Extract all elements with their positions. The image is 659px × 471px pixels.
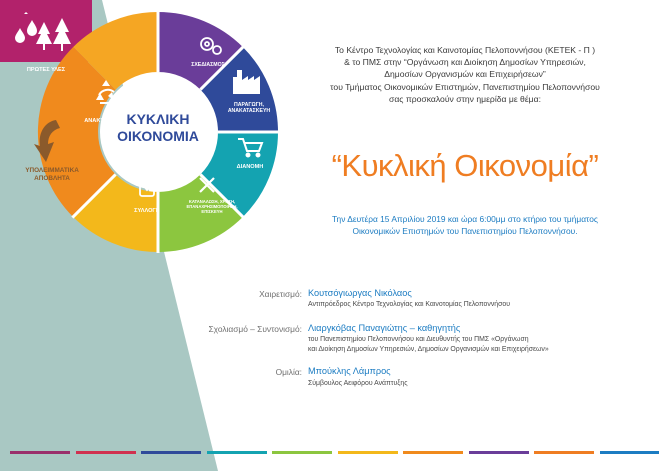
footer-color-bar: [534, 451, 594, 454]
recycling-label: ΑΝΑΚΥΚΛΩΣΗ: [84, 118, 124, 124]
location-line: Οικονομικών Επιστημών του Πανεπιστημίου Πελοποννήσου.: [352, 226, 578, 237]
footer-color-bar: [76, 451, 136, 454]
footer-color-bar: [469, 451, 529, 454]
intro-line: & το ΠΜΣ στην “Οργάνωση και Διοίκηση Δημοσίων Υπηρεσιών,: [344, 57, 586, 68]
collection-label: ΣΥΛΛΟΓΗ: [134, 208, 160, 214]
program-role: Σχολιασμό – Συντονισμό:: [208, 324, 302, 334]
footer-color-bar: [207, 451, 267, 454]
program-role: Χαιρετισμό:: [259, 289, 302, 299]
intro-line: του Τμήματος Οικονομικών Επιστημών, Πανεπιστημίου Πελοποννήσου: [330, 81, 600, 92]
speaker-name: Μπούκλης Λάμπρος: [308, 366, 391, 376]
production-label-line1: ΠΑΡΑΓΩΓΗ,: [234, 102, 264, 108]
invitation-intro: [300, 44, 630, 105]
consumption-label-line3: ΕΠΙΣΚΕΥΗ: [201, 209, 223, 214]
speaker-name: Λιαργκόβας Παναγιώτης – καθηγητής: [308, 323, 461, 333]
footer-color-bar: [403, 451, 463, 454]
footer-color-bar: [272, 451, 332, 454]
intro-line: Το Κέντρο Τεχνολογίας και Καινοτομίας Πελοποννήσου (ΚΕΤΕΚ - Π ): [334, 45, 596, 55]
speaker-description: Αντιπρόεδρος Κέντρο Τεχνολογίας και Καινοτομίας Πελοποννήσου: [308, 301, 510, 308]
event-date-location: [300, 213, 630, 237]
center-title-line1: ΚΥΚΛΙΚΗ: [126, 111, 190, 127]
consumption-label-line1: ΚΑΤΑΝΑΛΩΣΗ, ΧΡΗΣΗ,: [188, 199, 236, 204]
program-role: Ομιλία:: [275, 367, 302, 377]
production-label-line2: ΑΝΑΚΑΤΑΣΚΕΥΗ: [227, 108, 271, 114]
footer-color-bar: [141, 451, 201, 454]
raw-materials-label: ΠΡΩΤΕΣ ΥΛΕΣ: [26, 67, 66, 73]
design-label: ΣΧΕΔΙΑΣΜΟΣ: [191, 62, 225, 68]
date-line: Την Δευτέρα 15 Απριλίου 2019 και ώρα 6:00μμ στο κτήριο του τμήματος: [332, 214, 598, 224]
footer-color-bar: [10, 451, 70, 454]
distribution-label: ΔΙΑΝΟΜΗ: [236, 164, 264, 170]
footer-color-bar: [338, 451, 398, 454]
consumption-label-line2: ΕΠΑΝΑΧΡΗΣΙΜΟΠΟΙΗΣΗ,: [186, 204, 238, 209]
speaker-description: Σύμβουλος Αειφόρου Ανάπτυξης: [308, 380, 408, 387]
speaker-description: του Πανεπιστημίου Πελοποννήσου και Διευθυντής του ΠΜΣ «Οργάνωση: [308, 336, 529, 343]
center-title-line2: ΟΙΚΟΝΟΜΙΑ: [117, 128, 199, 144]
residual-waste-label-line2: ΑΠΟΒΛΗΤΑ: [34, 175, 70, 182]
event-title: “Κυκλική Οικονομία”: [331, 148, 599, 183]
footer-color-bar: [600, 451, 659, 454]
residual-waste-label-line1: ΥΠΟΛΕΙΜΜΑΤΙΚΑ: [25, 167, 79, 174]
speaker-description: και Διοίκηση Δημοσίων Υπηρεσιών, Δημοσίων Οργανισμών και Επιχειρήσεων»: [308, 346, 549, 353]
intro-line: Δημοσίων Οργανισμών και Επιχειρήσεων”: [384, 69, 546, 80]
speaker-name: Κουτσόγιωργας Νικόλαος: [308, 288, 412, 298]
intro-line: σας προσκαλούν στην ημερίδα με θέμα:: [389, 93, 541, 104]
